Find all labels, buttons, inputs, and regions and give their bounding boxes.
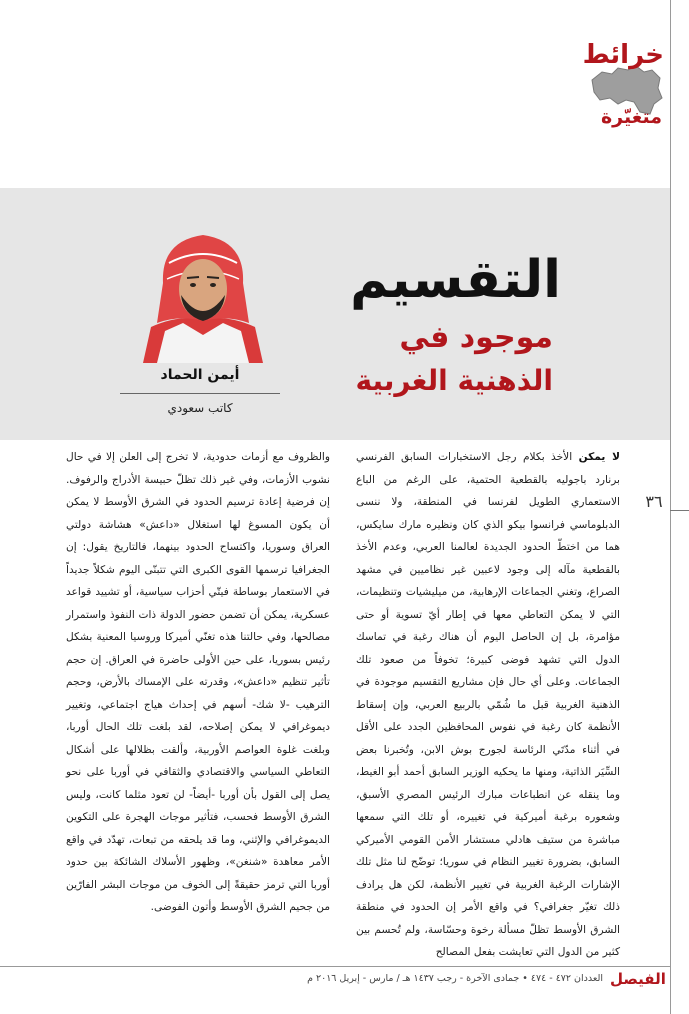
- article-text-right: الأخذ بكلام رجل الاستخبارات السابق الفرنسي برنارد باجوليه بالقطعية الحتمية، على الرغم من الباع الاستعماري الطويل لفرنسا في المنطقة، ولا ننسى الدبلوماسي فرانسوا بيكو الذي كان ونظيره مارك سايكس، هما من اختطّ الحدود الجديدة لعالمنا العربي، وعدم الأخذ بالقطعية مآله إلى وجود لاعبين غير نظاميين في مشهد الصراع، وتغني الجماعات الإرهابية، من ميليشيات وتنظيمات، التي لا يمكن التعاطي معها في إطار أيّ تسوية أو حتى مؤامرة، بل إن الحاصل اليوم أن هناك رغبة في تماسك الدول التي تشهد فوضى كبيرة؛ تخوفاً من صعود تلك الجماعات. وعلى أي حال فإن مشاريع التقسيم موجودة في الذهنية الغربية قبل ما شُمّي بالربيع العربي، وإن إسقاط الأنظمة كان رغبة في نفوس المحافظين الجدد على الأقل في أثناء مدّتَي الرئاسة لجورج بوش الابن، وتُخبرنا بعض السِّيَر الذاتية، ومنها ما يحكيه الوزير السابق أحمد أبو الغيط، وما ينقله عن انطباعات مبارك الرئيس المصري الأسبق، وشعوره برغبة أميركية في تغييره، أو تلك التي سمعها مباشرة من ستيف هادلي مستشار الأمن القومي الأميركي السابق، بضرورة تغيير النظام في سوريا؛ توضّح لنا مثل تلك الإشارات الرغبة الغربية في تغيير الأنظمة، لكن هل يرادف ذلك تغيّر جغرافي؟ في واقع الأمر إن الحدود في منطقة الشرق الأوسط تظلّ مسألة رخوة وحسّاسة، ولم تُحسم بين كثير من الدول التي تعايشت بفعل المصالح: [356, 451, 620, 958]
- section-logo: [574, 10, 670, 150]
- article-subtitle-line1: موجود في: [399, 320, 553, 355]
- footer-magazine-logo: الفيصل: [610, 970, 666, 988]
- author-divider: [120, 393, 280, 394]
- author-block: [120, 363, 280, 423]
- author-photo: [137, 223, 269, 363]
- article-column-right: [356, 446, 620, 958]
- footer-issue-info: العددان ٤٧٢ - ٤٧٤ • جمادى الآخرة - رجب ١٤٣٧ هـ / مارس - إبريل ٢٠١٦ م: [307, 973, 603, 984]
- page-number-tick: [670, 510, 689, 511]
- page-number: ٣٦: [645, 492, 663, 511]
- section-logo-top: خرائط: [582, 40, 664, 70]
- footer-divider: [0, 966, 670, 967]
- article-subtitle-line2: الذهنية الغربية: [355, 364, 553, 397]
- article-paragraph-right: [356, 446, 620, 964]
- article-text-left: والظروف مع أزمات حدودية، لا تخرج إلى العلن إلا في حال نشوب الأزمات، وفي غير ذلك تظلّ حبيسة الأدراج والرفوف. إن فرضية إعادة ترسيم الحدود في الشرق الأوسط لا يمكن أن يكون المسوغ لها استغلال «داعش» هشاشة دولتي العراق وسوريا، واكتساح الحدود بينهما، فالتاريخ يقول: إن الجغرافيا ترسمها القوى الكبرى التي تتبنّى اليوم شكلاً جديداً في الاستعمار بوساطة فيتّي أحزاب سياسية، أو تشييد قواعد عسكرية، يمكن أن تضمن حضور الدولة ذات النفوذ واستمرار مصالحها، وفي حالتنا هذه تغنّي أميركا وروسيا المعنية بشكل رئيس بسوريا، على حين الأولى حاضرة في العراق. إن حجم تأثير تنظيم «داعش»، وقدرته على الإمساك بالأرض، وحجم الترهيب -لا شك- أسهم في إحداث هياج اجتماعي، وتغيير ديموغرافي لا يمكن إصلاحه، لقد بلغت تلك الحال أوربا، وبلغت غلوة العواصم الأوربية، وألقت بظلالها على أشكال التعاطي السياسي والاقتصادي والثقافي في أوربا على نحو يصل إلى القول بأن أوربا -أيضاً- لن تعود مثلما كانت، وليس الشرق الأوسط فحسب، فتأثير موجات الهجرة على التكوين الديموغرافي والإثني، وما قد يلحقه من تبعات، تهدّد في واقع الأمر معاهدة «شنغن»، وظهور الأسلاك الشائكة بين حدود أوربا التي ترمز حقيقةً إلى الخوف من موجات البشر الفارّين من جحيم الشرق الأوسط وأتون الفوضى.: [66, 451, 330, 913]
- article-column-left: [66, 446, 330, 916]
- author-portrait-icon: [137, 223, 269, 363]
- author-name: أيمن الحماد: [160, 367, 240, 383]
- author-role: كاتب سعودي: [167, 401, 233, 415]
- section-logo-bottom: متغيّرة: [600, 106, 662, 128]
- header-band: [0, 188, 670, 440]
- article-title: التقسيم: [350, 250, 561, 310]
- article-lead: لا يمكن: [578, 451, 620, 463]
